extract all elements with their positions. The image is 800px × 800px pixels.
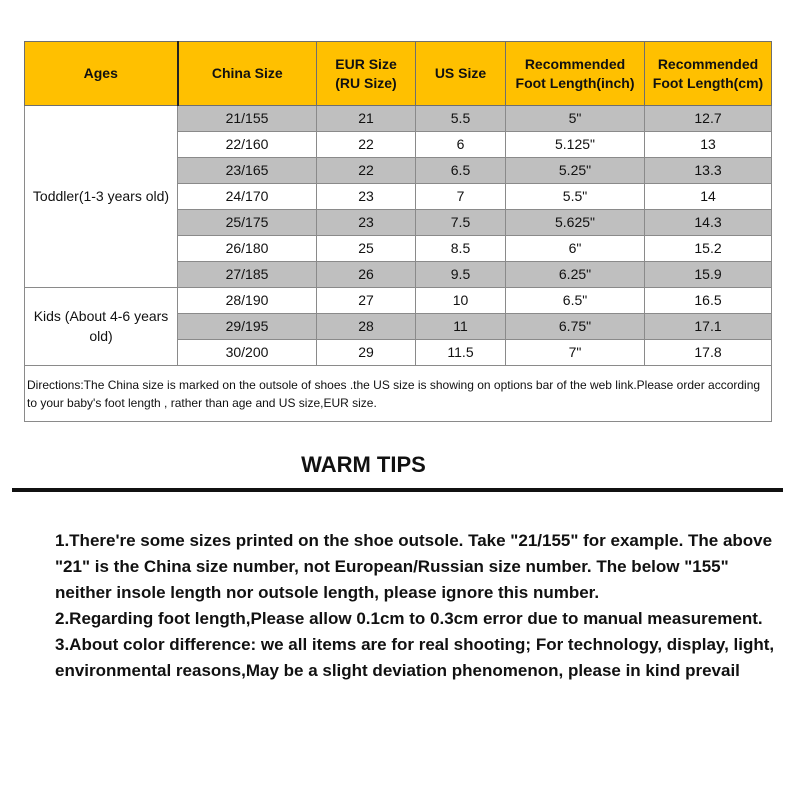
divider-line: [12, 488, 783, 492]
foot-length-cm-cell: 14.3: [645, 210, 772, 236]
foot-length-inch-cell: 5.25": [506, 158, 645, 184]
foot-length-cm-cell: 17.8: [645, 340, 772, 366]
eur-size-cell: 29: [317, 340, 416, 366]
foot-length-inch-cell: 5.5": [506, 184, 645, 210]
foot-length-cm-cell: 15.2: [645, 236, 772, 262]
china-size-cell: 25/175: [178, 210, 317, 236]
us-size-cell: 8.5: [416, 236, 506, 262]
eur-size-cell: 23: [317, 210, 416, 236]
china-size-cell: 28/190: [178, 288, 317, 314]
eur-size-cell: 21: [317, 106, 416, 132]
china-size-cell: 22/160: [178, 132, 317, 158]
china-size-cell: 27/185: [178, 262, 317, 288]
us-size-cell: 9.5: [416, 262, 506, 288]
us-size-cell: 11.5: [416, 340, 506, 366]
foot-length-inch-cell: 5.625": [506, 210, 645, 236]
eur-size-cell: 28: [317, 314, 416, 340]
directions-row: [25, 366, 772, 422]
eur-size-cell: 22: [317, 158, 416, 184]
foot-length-cm-cell: 17.1: [645, 314, 772, 340]
us-size-cell: 7.5: [416, 210, 506, 236]
us-size-cell: 11: [416, 314, 506, 340]
foot-length-cm-cell: 12.7: [645, 106, 772, 132]
foot-length-cm-cell: 14: [645, 184, 772, 210]
foot-length-inch-cell: 6.25": [506, 262, 645, 288]
directions-text: Directions:The China size is marked on the outsole of shoes .the US size is showing on options bar of the web link.Please order according to your baby's foot length , rather than age and US size,EUR size.: [25, 366, 772, 422]
tip-item: 2.Regarding foot length,Please allow 0.1cm to 0.3cm error due to manual measurement.: [55, 609, 763, 628]
china-size-cell: 23/165: [178, 158, 317, 184]
age-group-kids: Kids (About 4-6 years old): [25, 288, 178, 366]
foot-length-inch-cell: 5": [506, 106, 645, 132]
table-row: [25, 288, 772, 314]
header-foot-length-inch: Recommended Foot Length(inch): [506, 42, 645, 106]
header-eur-size: EUR Size (RU Size): [317, 42, 416, 106]
china-size-cell: 26/180: [178, 236, 317, 262]
header-china-size: China Size: [178, 42, 317, 106]
foot-length-inch-cell: 7": [506, 340, 645, 366]
foot-length-cm-cell: 13: [645, 132, 772, 158]
china-size-cell: 29/195: [178, 314, 317, 340]
foot-length-inch-cell: 6": [506, 236, 645, 262]
header-us-size: US Size: [416, 42, 506, 106]
foot-length-cm-cell: 15.9: [645, 262, 772, 288]
eur-size-cell: 22: [317, 132, 416, 158]
table-row: [25, 106, 772, 132]
header-foot-length-cm: Recommended Foot Length(cm): [645, 42, 772, 106]
foot-length-cm-cell: 16.5: [645, 288, 772, 314]
china-size-cell: 30/200: [178, 340, 317, 366]
us-size-cell: 5.5: [416, 106, 506, 132]
header-ages: Ages: [25, 42, 178, 106]
eur-size-cell: 23: [317, 184, 416, 210]
tip-item: 1.There're some sizes printed on the shoe outsole. Take "21/155" for example. The above "21" is the China size number, not European/Russian size number. The below "155" neither insole length nor outsole length, please ignore this number.: [55, 531, 773, 602]
china-size-cell: 21/155: [178, 106, 317, 132]
foot-length-inch-cell: 5.125": [506, 132, 645, 158]
foot-length-inch-cell: 6.75": [506, 314, 645, 340]
us-size-cell: 7: [416, 184, 506, 210]
warm-tips-list: [55, 528, 780, 684]
size-chart-table: [24, 41, 772, 422]
eur-size-cell: 26: [317, 262, 416, 288]
china-size-cell: 24/170: [178, 184, 317, 210]
warm-tips-title: WARM TIPS: [301, 452, 426, 477]
eur-size-cell: 27: [317, 288, 416, 314]
foot-length-cm-cell: 13.3: [645, 158, 772, 184]
age-group-toddler: Toddler(1-3 years old): [25, 106, 178, 288]
foot-length-inch-cell: 6.5": [506, 288, 645, 314]
tip-item: 3.About color difference: we all items are for real shooting; For technology, display, light, environmental reasons,May be a slight deviation phenomenon, please in kind prevail: [55, 635, 775, 680]
us-size-cell: 10: [416, 288, 506, 314]
eur-size-cell: 25: [317, 236, 416, 262]
us-size-cell: 6: [416, 132, 506, 158]
us-size-cell: 6.5: [416, 158, 506, 184]
header-row: [25, 42, 772, 106]
